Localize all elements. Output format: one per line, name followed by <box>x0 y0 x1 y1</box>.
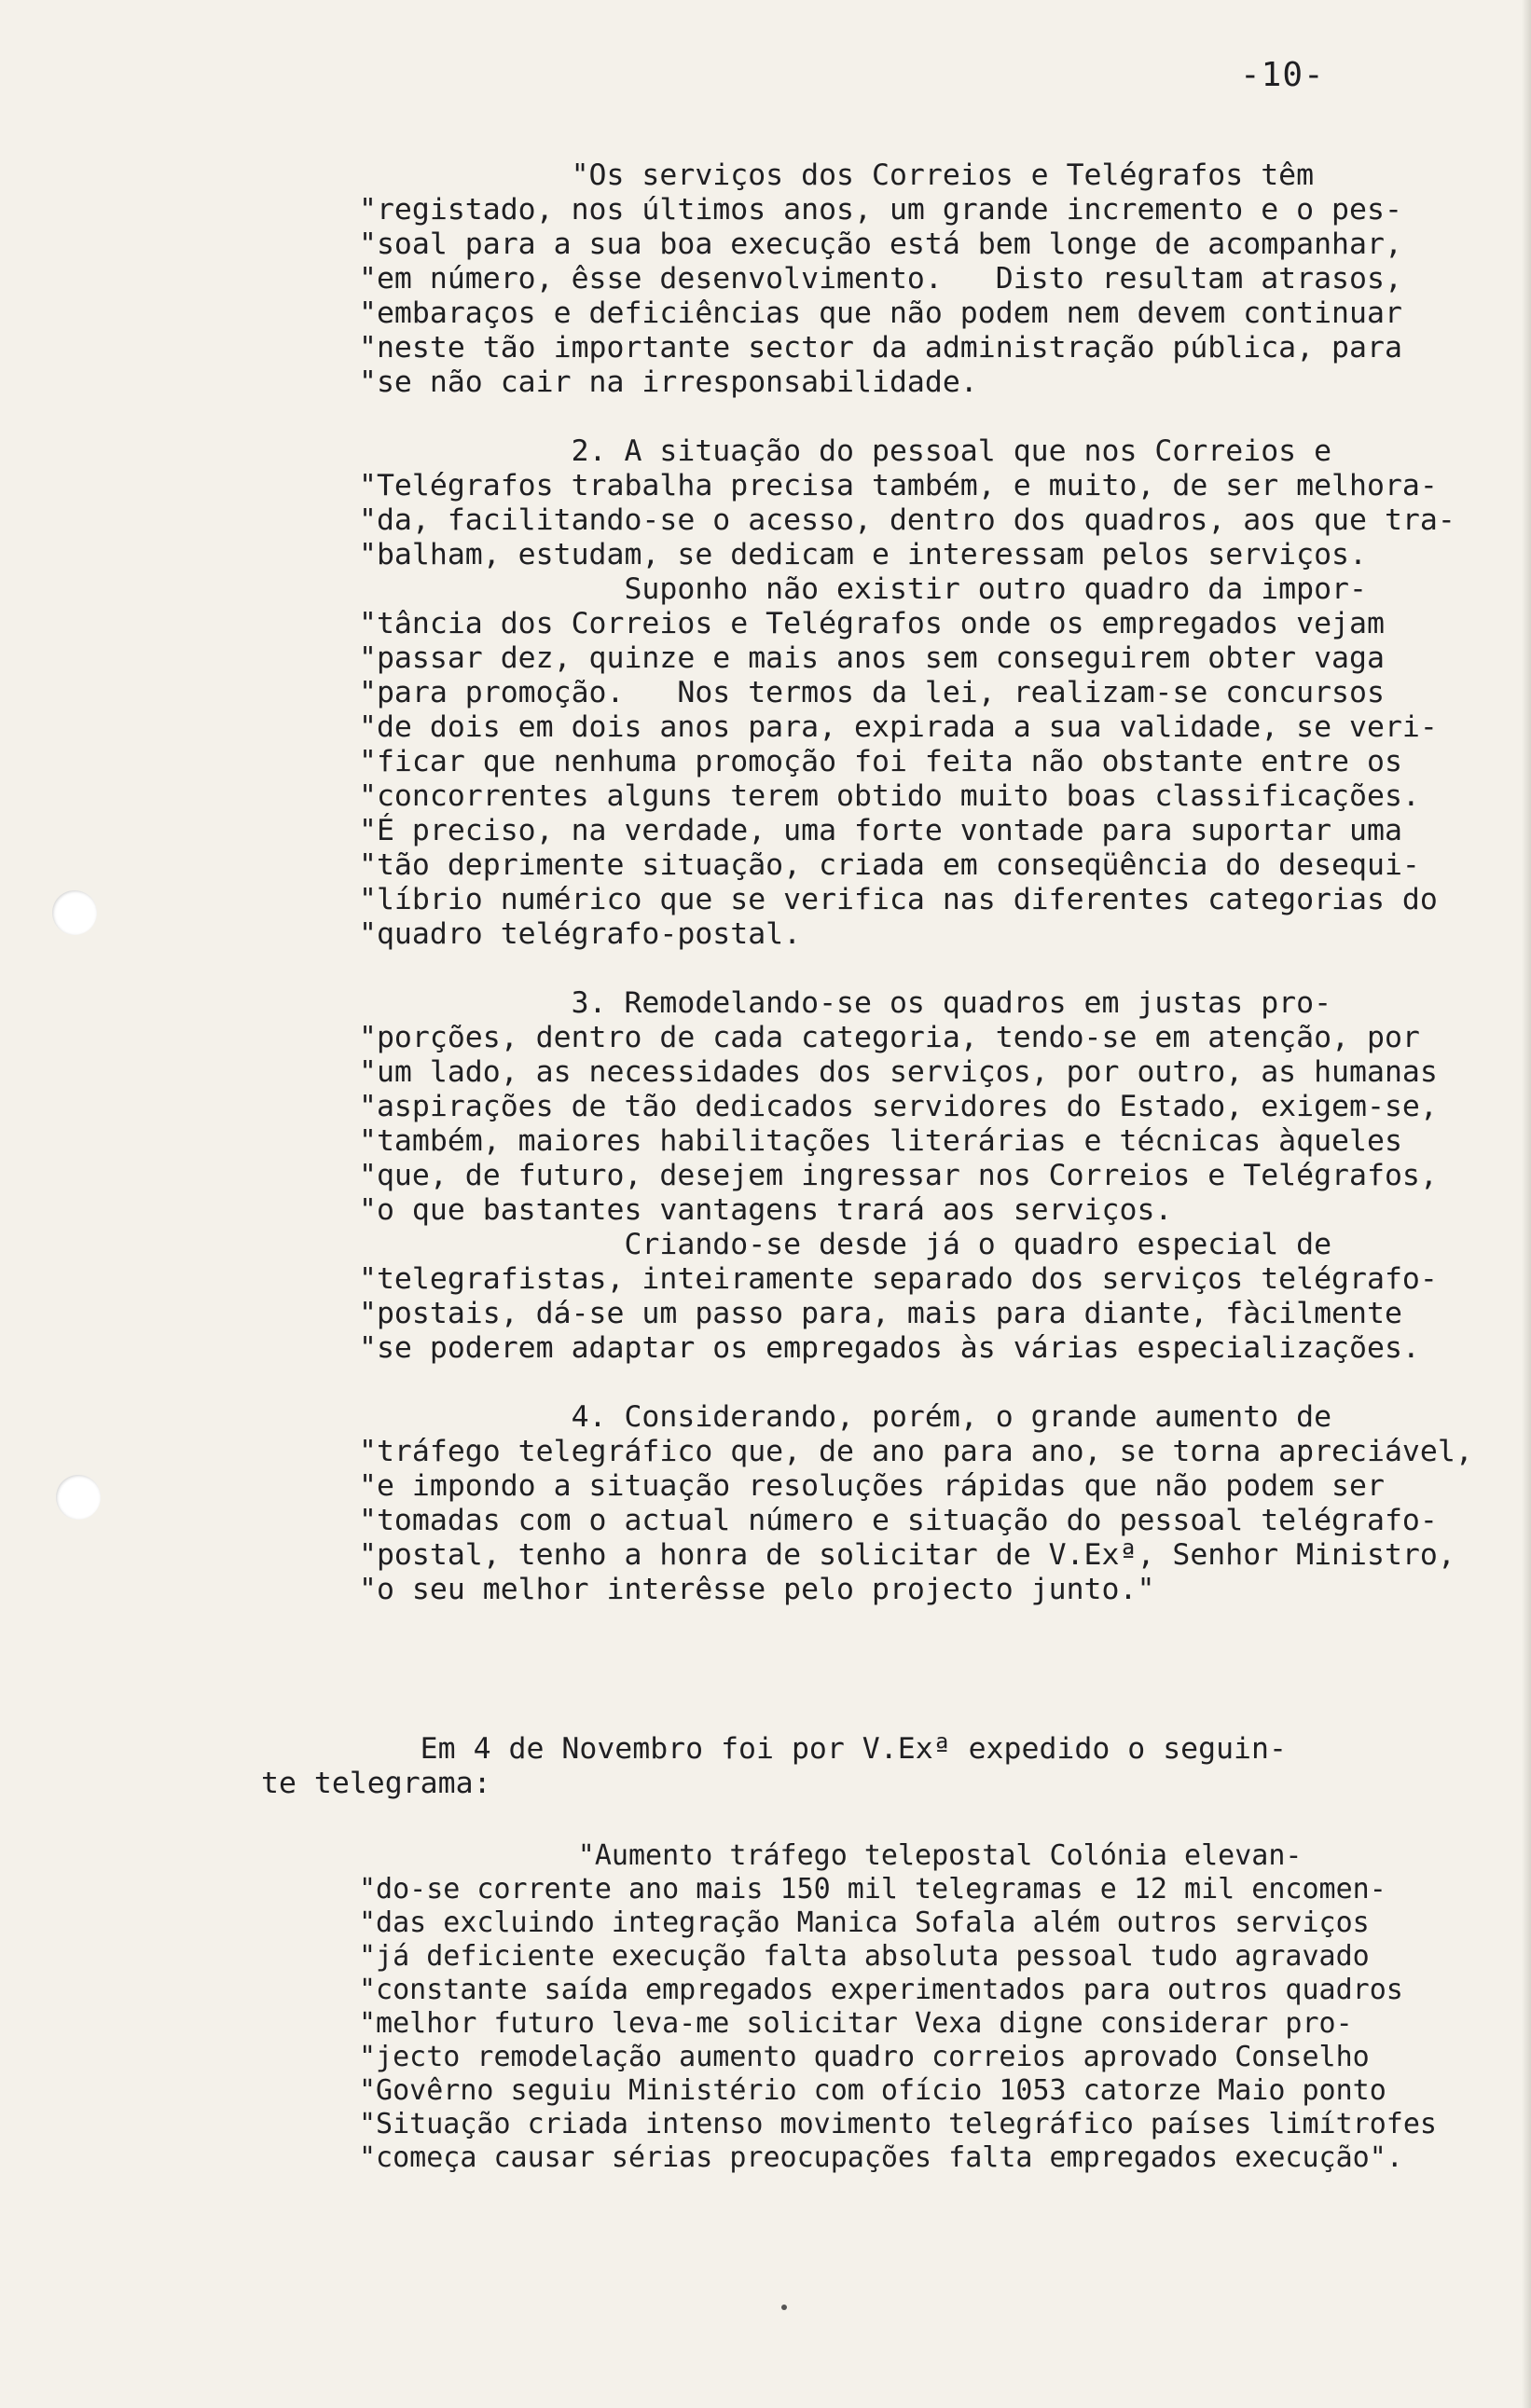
letter-line: "Os serviços dos Correios e Telégrafos têm <box>359 158 1315 192</box>
telegram-intro-line: Em 4 de Novembro foi por V.Exª expedido o seguin- <box>261 1732 1287 1766</box>
letter-line <box>359 1366 1515 1400</box>
letter-line: "o seu melhor interêsse pelo projecto junto." <box>359 1573 1155 1606</box>
letter-line: "o que bastantes vantagens trará aos serviços. <box>359 1193 1173 1227</box>
telegram-line: "Govêrno seguiu Ministério com ofício 1053 catorze Maio ponto <box>359 2074 1386 2107</box>
letter-line: "porções, dentro de cada categoria, tendo-se em atenção, por <box>359 1021 1420 1054</box>
telegram-line: "do-se corrente ano mais 150 mil telegramas e 12 mil encomen- <box>359 1873 1386 1906</box>
letter-line: 2. A situação do pessoal que nos Correios e <box>359 434 1332 468</box>
punch-hole-top <box>52 890 97 935</box>
letter-line: "Telégrafos trabalha precisa também, e muito, de ser melhora- <box>359 469 1438 502</box>
letter-line: "um lado, as necessidades dos serviços, por outro, as humanas <box>359 1055 1438 1089</box>
letter-line <box>359 952 1515 986</box>
letter-line: "ficar que nenhuma promoção foi feita não obstante entre os <box>359 745 1402 778</box>
letter-line: Suponho não existir outro quadro da impor- <box>359 572 1367 606</box>
letter-line: "neste tão importante sector da administração pública, para <box>359 331 1402 365</box>
page-number: -10- <box>1240 56 1325 94</box>
letter-line: "que, de futuro, desejem ingressar nos Correios e Telégrafos, <box>359 1159 1438 1192</box>
letter-line: "aspirações de tão dedicados servidores do Estado, exigem-se, <box>359 1090 1438 1123</box>
letter-line: "postal, tenho a honra de solicitar de V.Exª, Senhor Ministro, <box>359 1538 1455 1572</box>
letter-line: "quadro telégrafo-postal. <box>359 917 802 951</box>
telegram-intro <box>261 1732 1510 1801</box>
letter-line: "tráfego telegráfico que, de ano para ano, se torna apreciável, <box>359 1435 1473 1468</box>
letter-line: "postais, dá-se um passo para, mais para diante, fàcilmente <box>359 1297 1402 1330</box>
letter-line: "É preciso, na verdade, uma forte vontade para suportar uma <box>359 814 1402 847</box>
letter-line: Criando-se desde já o quadro especial de <box>359 1228 1332 1261</box>
letter-line: "balham, estudam, se dedicam e interessam pelos serviços. <box>359 538 1367 571</box>
letter-line: "de dois em dois anos para, expirada a sua validade, se veri- <box>359 710 1438 744</box>
letter-line: "em número, êsse desenvolvimento. Disto resultam atrasos, <box>359 262 1402 296</box>
telegram-line: "jecto remodelação aumento quadro correios aprovado Conselho <box>359 2041 1370 2073</box>
stray-ink-dot <box>781 2305 787 2310</box>
letter-line: "tância dos Correios e Telégrafos onde os empregados vejam <box>359 607 1385 640</box>
letter-line: "soal para a sua boa execução está bem longe de acompanhar, <box>359 227 1402 261</box>
telegram-line: "Aumento tráfego telepostal Colónia elevan- <box>359 1839 1303 1872</box>
letter-line: "tomadas com o actual número e situação do pessoal telégrafo- <box>359 1504 1438 1537</box>
letter-line: "da, facilitando-se o acesso, dentro dos quadros, aos que tra- <box>359 503 1455 537</box>
punch-hole-bottom <box>56 1475 101 1520</box>
letter-line: "tão deprimente situação, criada em conseqüência do desequi- <box>359 848 1420 882</box>
letter-line: "passar dez, quinze e mais anos sem conseguirem obter vaga <box>359 641 1385 675</box>
letter-line: "se poderem adaptar os empregados às várias especializações. <box>359 1331 1420 1365</box>
letter-line: "telegrafistas, inteiramente separado dos serviços telégrafo- <box>359 1262 1438 1296</box>
telegram-line: "constante saída empregados experimentados para outros quadros <box>359 1974 1403 2006</box>
telegram-line: "Situação criada intenso movimento telegráfico países limítrofes <box>359 2108 1437 2140</box>
letter-line: "para promoção. Nos termos da lei, realizam-se concursos <box>359 676 1385 709</box>
letter-line: 3. Remodelando-se os quadros em justas pro- <box>359 986 1332 1020</box>
letter-line: 4. Considerando, porém, o grande aumento de <box>359 1400 1332 1434</box>
letter-line: "líbrio numérico que se verifica nas diferentes categorias do <box>359 883 1438 916</box>
telegram-line: "das excluindo integração Manica Sofala além outros serviços <box>359 1906 1370 1939</box>
letter-body <box>359 158 1515 1607</box>
telegram-text <box>359 1839 1524 2175</box>
letter-line: "embaraços e deficiências que não podem nem devem continuar <box>359 296 1402 330</box>
letter-line: "também, maiores habilitações literárias e técnicas àqueles <box>359 1124 1402 1158</box>
telegram-line: "já deficiente execução falta absoluta pessoal tudo agravado <box>359 1940 1370 1973</box>
letter-line: "se não cair na irresponsabilidade. <box>359 365 978 399</box>
letter-line: "e impondo a situação resoluções rápidas que não podem ser <box>359 1469 1385 1503</box>
telegram-line: "começa causar sérias preocupações falta empregados execução". <box>359 2141 1403 2174</box>
letter-line: "registado, nos últimos anos, um grande incremento e o pes- <box>359 193 1402 227</box>
letter-line <box>359 400 1515 434</box>
telegram-intro-line: te telegrama: <box>261 1767 491 1800</box>
telegram-line: "melhor futuro leva-me solicitar Vexa digne considerar pro- <box>359 2007 1353 2040</box>
letter-line: "concorrentes alguns terem obtido muito boas classificações. <box>359 779 1420 813</box>
